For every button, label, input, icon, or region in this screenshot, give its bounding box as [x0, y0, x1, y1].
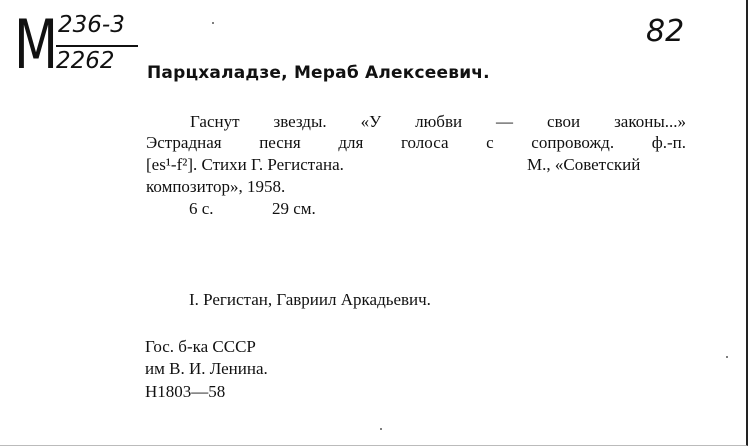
title-line-1: Гаснут звезды. «У любви — свои законы...»	[190, 112, 686, 131]
imprint-place: М., «Советский	[527, 155, 641, 174]
library-line-1: Гос. б-ка СССР	[145, 337, 256, 356]
title-line-4: композитор», 1958.	[146, 177, 286, 196]
shelf-mark-top: 236-3	[58, 12, 125, 38]
speck	[726, 356, 728, 358]
shelf-mark-bottom: 2262	[56, 48, 115, 74]
page-count: 6 с.	[189, 199, 214, 218]
author-heading: Парцхаладзе, Мераб Алексеевич.	[147, 63, 490, 83]
fund-letter: М	[14, 6, 59, 85]
title-line-3: [es¹-f²]. Стихи Г. Регистана.	[146, 155, 344, 174]
shelf-mark-divider	[56, 45, 138, 47]
added-entry: I. Регистан, Гавриил Аркадьевич.	[189, 290, 431, 309]
speck	[212, 22, 214, 24]
dimensions: 29 см.	[272, 199, 316, 218]
sheet-number: 82	[646, 14, 685, 49]
title-line-2: Эстрадная песня для голоса с сопровожд. ф.-п.	[146, 133, 686, 152]
card-number: Н1803—58	[145, 382, 226, 401]
library-line-2: им В. И. Ленина.	[145, 359, 268, 378]
speck	[380, 428, 382, 430]
